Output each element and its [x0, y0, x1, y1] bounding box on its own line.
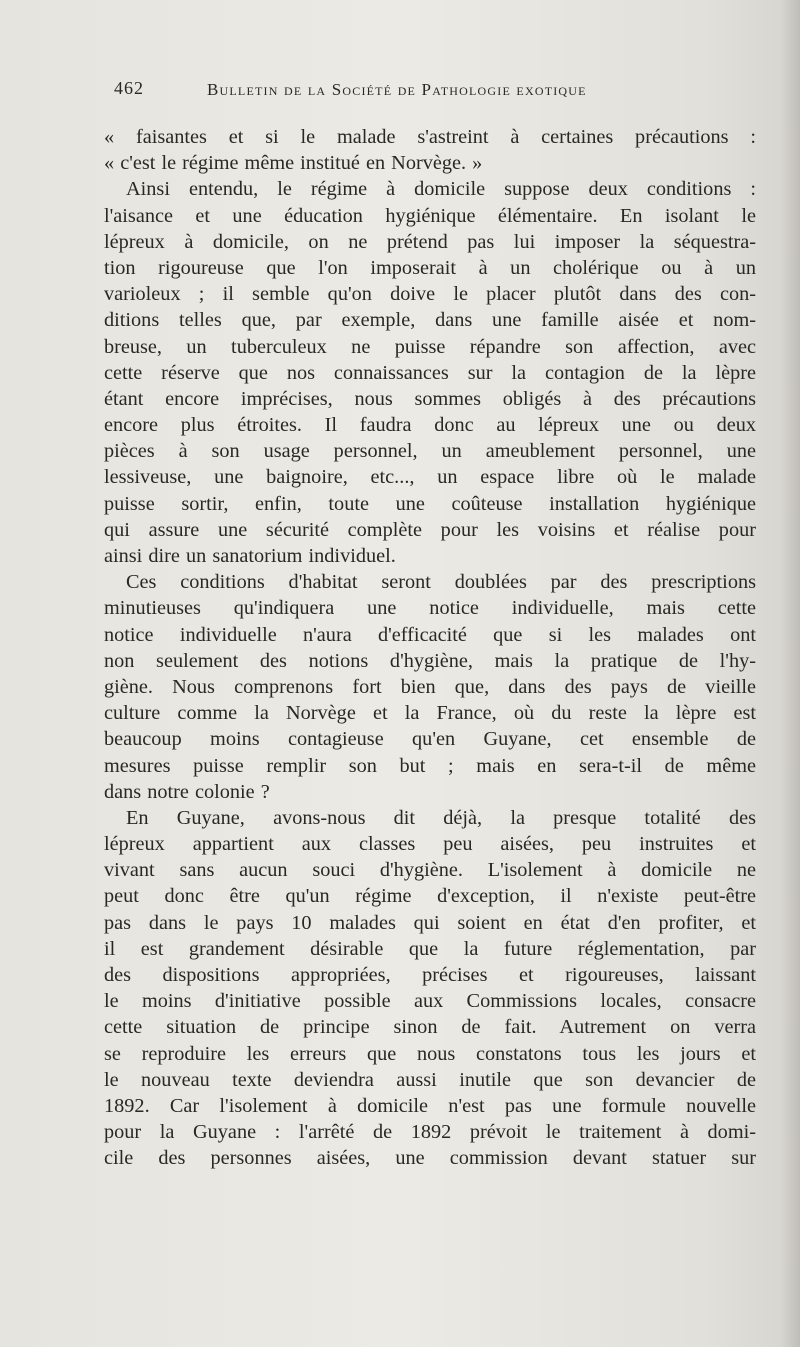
body-text: [104, 124, 756, 1172]
text-line: 1892. Car l'isolement à domicile n'est pas une formule nouvelle: [104, 1094, 756, 1117]
running-title: Bulletin de la Société de Pathologie exotique: [207, 80, 587, 99]
text-line: lépreux à domicile, on ne prétend pas lui imposer la séquestra-: [104, 230, 756, 253]
text-line: il est grandement désirable que la future réglementation, par: [104, 937, 756, 960]
text-line: ainsi dire un sanatorium individuel.: [104, 545, 396, 567]
text-line: Ces conditions d'habitat seront doublées par des prescriptions: [126, 571, 756, 594]
text-line: lépreux appartient aux classes peu aisées, peu instruites et: [104, 833, 756, 856]
text-line: varioleux ; il semble qu'on doive le placer plutôt dans des con-: [104, 283, 756, 306]
text-line: peut donc être qu'un régime d'exception, il n'existe peut-être: [104, 885, 756, 908]
text-line: vivant sans aucun souci d'hygiène. L'isolement à domicile ne: [104, 859, 756, 882]
text-line: minutieuses qu'indiquera une notice individuelle, mais cette: [104, 597, 756, 620]
text-line: puisse sortir, enfin, toute une coûteuse installation hygiénique: [104, 492, 756, 515]
page-edge-shadow: [780, 0, 800, 1347]
text-line: encore plus étroites. Il faudra donc au lépreux une ou deux: [104, 414, 756, 437]
text-line: culture comme la Norvège et la France, où du reste la lèpre est: [104, 702, 756, 725]
text-line: giène. Nous comprenons fort bien que, dans des pays de vieille: [104, 675, 756, 698]
text-line: le moins d'initiative possible aux Commissions locales, consacre: [104, 990, 756, 1013]
text-line: dans notre colonie ?: [104, 780, 270, 803]
text-line: beaucoup moins contagieuse qu'en Guyane, cet ensemble de: [104, 728, 756, 751]
text-line: pièces à son usage personnel, un ameublement personnel, une: [104, 440, 756, 463]
text-line: cette réserve que nos connaissances sur la contagion de la lèpre: [104, 361, 756, 384]
text-line: tion rigoureuse que l'on imposerait à un cholérique ou à un: [104, 256, 756, 279]
text-line: non seulement des notions d'hygiène, mais la pratique de l'hy-: [104, 649, 756, 672]
text-line: pour la Guyane : l'arrêté de 1892 prévoit le traitement à domi-: [104, 1121, 756, 1144]
text-line: pas dans le pays 10 malades qui soient en état d'en profiter, et: [104, 911, 756, 934]
text-line: ditions telles que, par exemple, dans une famille aisée et nom-: [104, 309, 756, 332]
text-line: des dispositions appropriées, précises et rigoureuses, laissant: [104, 964, 756, 986]
text-line: breuse, un tuberculeux ne puisse répandre son affection, avec: [104, 335, 756, 358]
text-line: En Guyane, avons-nous dit déjà, la presque totalité des: [126, 806, 756, 829]
text-line: se reproduire les erreurs que nous constatons tous les jours et: [104, 1042, 756, 1065]
page-number: 462: [114, 78, 144, 98]
text-line: lessiveuse, une baignoire, etc..., un espace libre où le malade: [104, 466, 756, 489]
text-line: « c'est le régime même institué en Norvège. »: [104, 152, 483, 175]
text-line: Ainsi entendu, le régime à domicile suppose deux conditions :: [126, 178, 756, 201]
text-line: étant encore imprécises, nous sommes obligés à des précautions: [104, 387, 756, 410]
text-line: le nouveau texte deviendra aussi inutile que son devancier de: [104, 1068, 756, 1091]
page-header: [114, 76, 674, 106]
text-line: mesures puisse remplir son but ; mais en sera-t-il de même: [104, 754, 756, 777]
text-line: cette situation de principe sinon de fait. Autrement on verra: [104, 1016, 756, 1039]
text-line: qui assure une sécurité complète pour les voisins et réalise pour: [104, 518, 756, 541]
text-line: notice individuelle n'aura d'efficacité que si les malades ont: [104, 623, 756, 646]
text-line: « faisantes et si le malade s'astreint à certaines précautions :: [104, 126, 756, 148]
text-line: cile des personnes aisées, une commission devant statuer sur: [104, 1147, 756, 1170]
text-line: l'aisance et une éducation hygiénique élémentaire. En isolant le: [104, 204, 756, 227]
